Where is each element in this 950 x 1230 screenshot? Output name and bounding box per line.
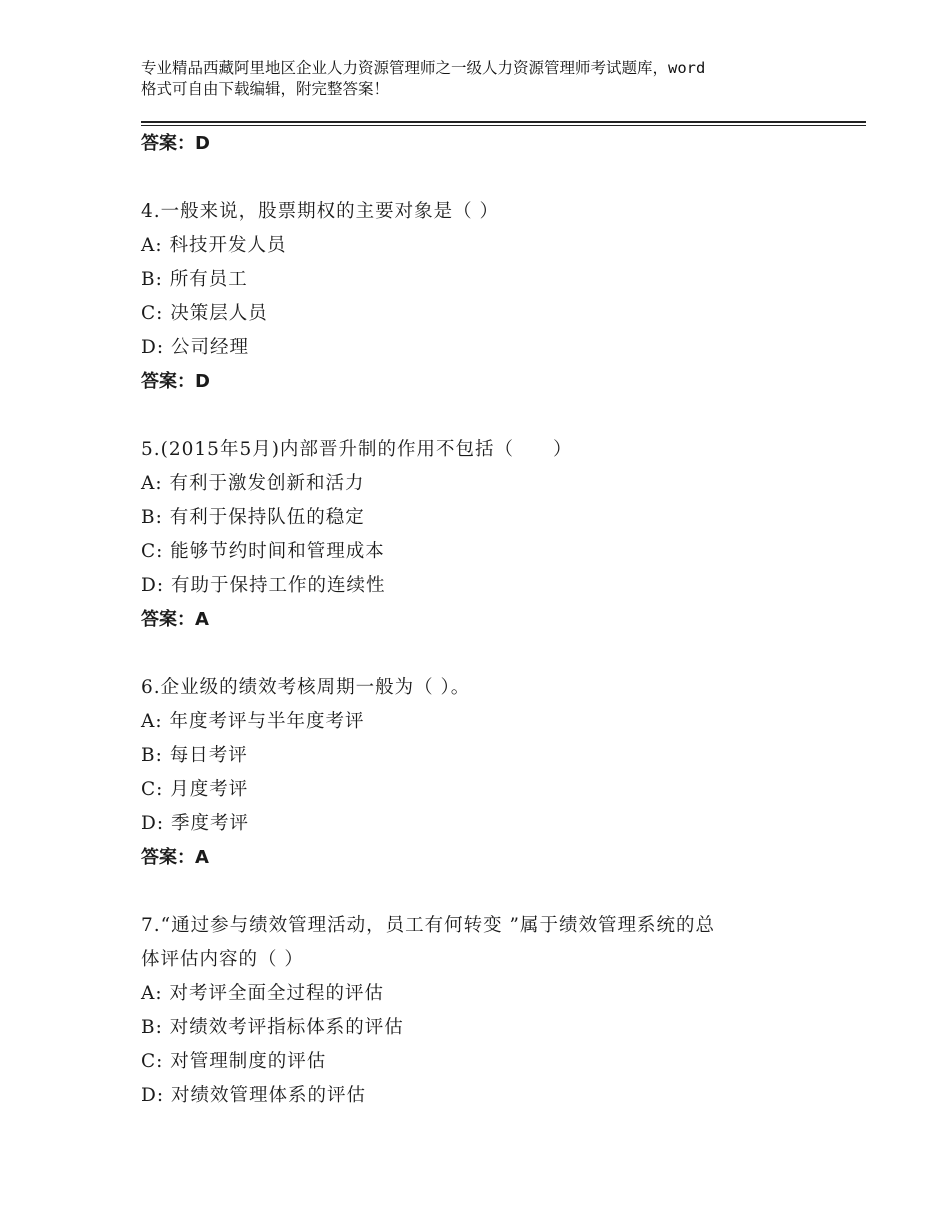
- answer-label: 答案：A: [141, 847, 209, 868]
- option-b: B: 每日考评: [141, 745, 248, 766]
- option-c: C: 决策层人员: [141, 303, 268, 324]
- question-stem-line-1: 7.“通过参与绩效管理活动，员工有何转变 ”属于绩效管理系统的总: [141, 915, 715, 936]
- option-c: C: 月度考评: [141, 779, 249, 800]
- question-list: [141, 127, 821, 1113]
- question-6: [141, 671, 821, 875]
- option-a: A: 有利于激发创新和活力: [141, 473, 365, 494]
- option-d: D: 有助于保持工作的连续性: [141, 575, 386, 596]
- option-a: A: 年度考评与半年度考评: [141, 711, 365, 732]
- answer-label: 答案：A: [141, 609, 209, 630]
- question-stem-line-2: 体评估内容的（ ）: [141, 949, 304, 970]
- question-stem: 5.(2015年5月)内部晋升制的作用不包括（ ）: [141, 439, 573, 460]
- document-header: [141, 58, 841, 100]
- option-c: C: 能够节约时间和管理成本: [141, 541, 385, 562]
- question-7: [141, 909, 821, 1113]
- option-d: D: 季度考评: [141, 813, 249, 834]
- option-b: B: 对绩效考评指标体系的评估: [141, 1017, 404, 1038]
- option-d: D: 对绩效管理体系的评估: [141, 1085, 366, 1106]
- option-b: B: 所有员工: [141, 269, 248, 290]
- option-c: C: 对管理制度的评估: [141, 1051, 327, 1072]
- question-stem: 4.一般来说，股票期权的主要对象是（ ）: [141, 201, 500, 222]
- answer-label: 答案：D: [141, 133, 210, 154]
- option-b: B: 有利于保持队伍的稳定: [141, 507, 365, 528]
- option-a: A: 对考评全面全过程的评估: [141, 983, 384, 1004]
- question-stem: 6.企业级的绩效考核周期一般为（ ）。: [141, 677, 471, 698]
- header-line-2: 格式可自由下载编辑，附完整答案！: [141, 80, 390, 98]
- answer-label: 答案：D: [141, 371, 210, 392]
- option-d: D: 公司经理: [141, 337, 249, 358]
- question-4: [141, 195, 821, 399]
- header-line-1: 专业精品西藏阿里地区企业人力资源管理师之一级人力资源管理师考试题库，word: [141, 59, 706, 77]
- question-5: [141, 433, 821, 637]
- option-a: A: 科技开发人员: [141, 235, 287, 256]
- header-divider: [141, 121, 866, 126]
